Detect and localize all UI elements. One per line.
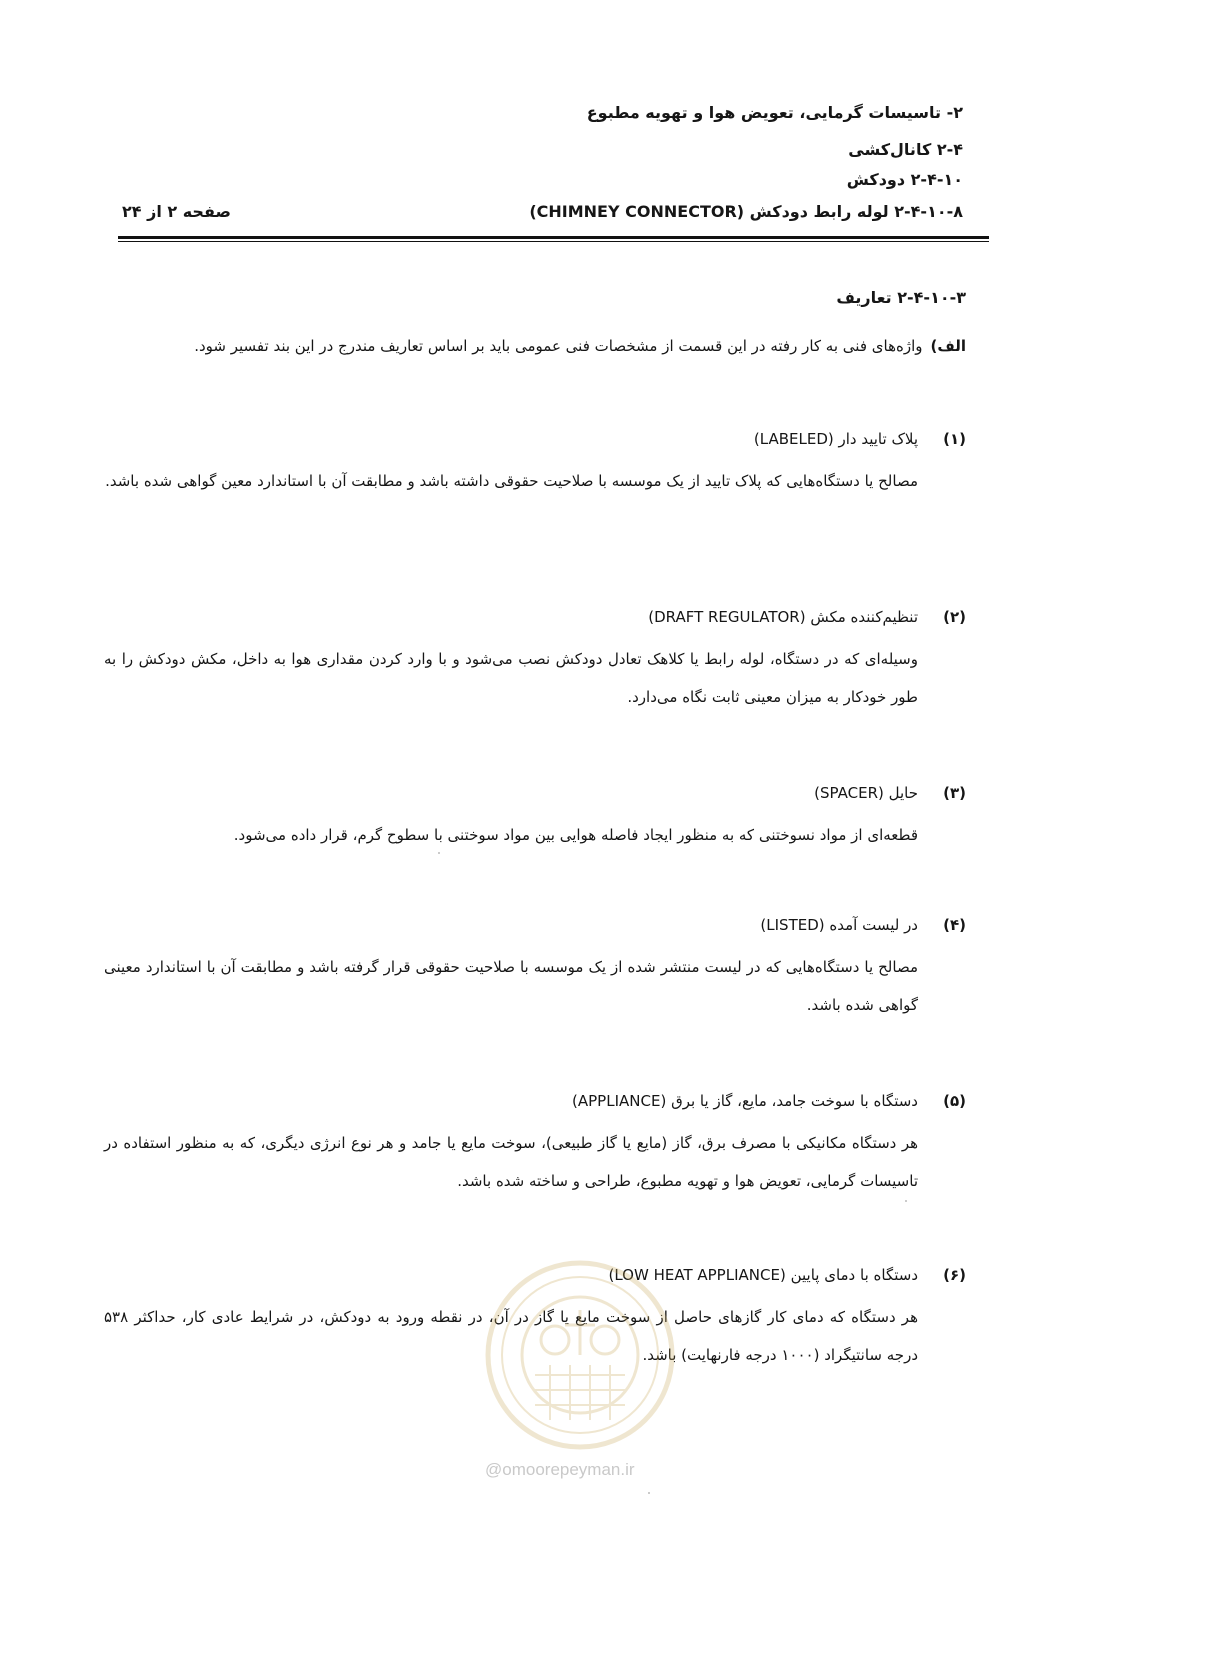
definition-number: (۴) xyxy=(943,916,966,934)
definition-term: دستگاه با دمای پایین (LOW HEAT APPLIANCE) xyxy=(608,1266,918,1284)
definition-item xyxy=(104,606,966,716)
scan-speck xyxy=(438,852,440,854)
header-subpart: ۲-۴-۱۰ دودکش xyxy=(846,170,963,189)
section-intro xyxy=(106,334,966,358)
header-part: ۲-۴ کانال‌کشی xyxy=(848,140,963,159)
page-number: صفحه ۲ از ۲۴ xyxy=(122,202,231,221)
definition-number: (۵) xyxy=(943,1092,966,1110)
definition-body: قطعه‌ای از مواد نسوختنی که به منظور ایجاد فاصله هوایی بین مواد سوختنی با سطوح گرم، قرار داده می‌شود. xyxy=(233,826,918,844)
definition-number: (۶) xyxy=(943,1266,966,1284)
definition-item xyxy=(104,428,966,500)
definition-body: مصالح یا دستگاه‌هایی که پلاک تایید از یک موسسه با صلاحیت حقوقی داشته باشد و مطابقت آن با استاندارد معین گواهی شده باشد. xyxy=(105,472,918,490)
intro-text: واژه‌های فنی به کار رفته در این قسمت از مشخصات فنی عمومی باید بر اساس تعاریف مندرج در این بند تفسیر شود. xyxy=(194,337,923,355)
header-chapter: ۲- تاسیسات گرمایی، تعویض هوا و تهویه مطبوع xyxy=(586,103,963,122)
definition-term: پلاک تایید دار (LABELED) xyxy=(753,430,918,448)
definition-term: در لیست آمده (LISTED) xyxy=(760,916,918,934)
header-divider-thick xyxy=(118,236,989,239)
definition-number: (۲) xyxy=(943,608,966,626)
definition-item xyxy=(104,782,966,854)
definition-term: تنظیم‌کننده مکش (DRAFT REGULATOR) xyxy=(648,608,918,626)
definition-term: دستگاه با سوخت جامد، مایع، گاز یا برق (APPLIANCE) xyxy=(572,1092,918,1110)
header-divider-thin xyxy=(118,241,989,242)
definition-number: (۱) xyxy=(943,430,966,448)
section-title: ۲-۴-۱۰-۳ تعاریف xyxy=(836,288,966,307)
definition-body: هر دستگاه که دمای کار گازهای حاصل از سوخت مایع یا گاز در آن، در نقطه ورود به دودکش، در شرایط عادی کار، حداکثر ۵۳۸ درجه سانتیگراد (۱۰۰۰ درجه فارنهایت) باشد. xyxy=(104,1308,918,1364)
header-section: ۲-۴-۱۰-۸ لوله رابط دودکش (CHIMNEY CONNECTOR) xyxy=(529,202,963,221)
seal-logo-icon xyxy=(475,1255,685,1455)
intro-marker: الف) xyxy=(930,337,966,355)
definition-number: (۳) xyxy=(943,784,966,802)
definition-term: حایل (SPACER) xyxy=(814,784,918,802)
scan-speck xyxy=(905,1200,907,1202)
definition-item xyxy=(104,914,966,1024)
watermark-url: @omoorepeyman.ir xyxy=(485,1460,635,1479)
definition-item xyxy=(104,1090,966,1200)
definition-body: وسیله‌ای که در دستگاه، لوله رابط یا کلاهک تعادل دودکش نصب می‌شود و با وارد کردن مقداری هوا به داخل، مکش دودکش را به طور خودکار به میزان معینی ثابت نگاه می‌دارد. xyxy=(104,650,918,706)
definition-body: هر دستگاه مکانیکی با مصرف برق، گاز (مایع یا گاز طبیعی)، سوخت مایع یا جامد و هر نوع انرژی دیگری، که به منظور استفاده در تاسیسات گرمایی، تعویض هوا و تهویه مطبوع، طراحی و ساخته شده باشد. xyxy=(104,1134,918,1190)
definition-body: مصالح یا دستگاه‌هایی که در لیست منتشر شده از یک موسسه با صلاحیت حقوقی قرار گرفته باشد و مطابقت آن با استاندارد معینی گواهی شده باشد. xyxy=(104,958,918,1014)
scan-speck xyxy=(648,1492,650,1494)
